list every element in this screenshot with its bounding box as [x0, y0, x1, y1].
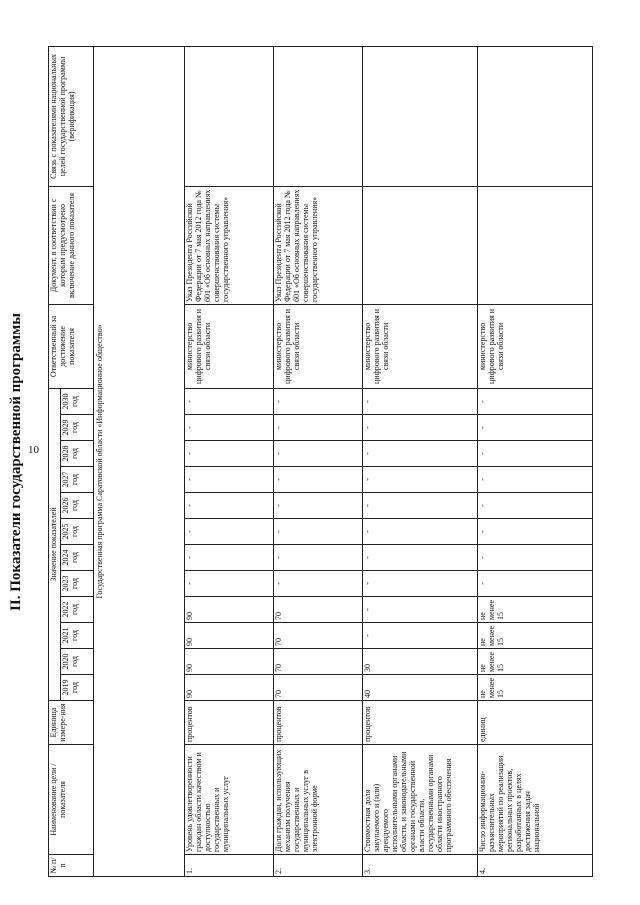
header-year: 2019 год — [60, 675, 93, 701]
row-value: не менее 15 — [477, 623, 592, 649]
row-unit: процентов — [273, 701, 362, 745]
row-value: - — [273, 441, 362, 467]
row-unit: процентов — [362, 701, 477, 745]
row-value: 90 — [184, 675, 273, 701]
row-value: - — [273, 467, 362, 493]
row-value: 70 — [273, 675, 362, 701]
table-row — [477, 46, 592, 876]
row-num: 3. — [362, 855, 477, 877]
header-num: № п/п — [49, 855, 94, 877]
row-value: 90 — [184, 623, 273, 649]
program-row: Государственная программа Саратовской области «Информационное общество» — [93, 46, 184, 876]
row-responsible: министерство цифрового развития и связи области — [273, 304, 362, 388]
row-value: - — [477, 519, 592, 545]
row-value: - — [477, 415, 592, 441]
row-value: - — [184, 571, 273, 597]
row-document — [362, 186, 477, 304]
header-year: 2022 год — [60, 597, 93, 623]
row-value: - — [362, 597, 477, 623]
row-num: 2. — [273, 855, 362, 877]
row-value: 70 — [273, 649, 362, 675]
row-responsible: министерство цифрового развития и связи области — [477, 304, 592, 388]
header-year: 2020 год — [60, 649, 93, 675]
header-year: 2023 год — [60, 571, 93, 597]
table-row — [362, 46, 477, 876]
row-value: - — [184, 545, 273, 571]
row-name: Число информационно-разъяснительных мероприятий по реализации региональных проектов, разработанных в целях достижения задач национальной — [477, 745, 592, 855]
row-value: не менее 15 — [477, 649, 592, 675]
header-document: Документ, в соответствии с которым предусмотрено включение данного показателя — [49, 186, 94, 304]
row-responsible: министерство цифрового развития и связи области — [362, 304, 477, 388]
row-value: 30 — [362, 649, 477, 675]
row-document: Указ Президента Российской Федерации от 7 мая 2012 года № 601 «Об основных направлениях совершенствования системы государственного управления» — [184, 186, 273, 304]
row-document — [477, 186, 592, 304]
row-value: 70 — [273, 623, 362, 649]
row-value: - — [184, 467, 273, 493]
row-unit: единиц — [477, 701, 592, 745]
row-value: - — [273, 415, 362, 441]
header-values-group: Значение показателей — [49, 388, 61, 700]
row-link — [273, 46, 362, 186]
row-value: - — [362, 545, 477, 571]
row-value: - — [362, 388, 477, 414]
row-value: - — [362, 623, 477, 649]
row-value: 70 — [273, 597, 362, 623]
row-name: Уровень удовлетворенности граждан области качеством и доступностью государственных и муниципальных услуг — [184, 745, 273, 855]
row-value: - — [184, 415, 273, 441]
row-value: - — [362, 571, 477, 597]
row-value: - — [362, 493, 477, 519]
row-link — [184, 46, 273, 186]
header-year: 2028 год — [60, 441, 93, 467]
row-value: не менее 15 — [477, 597, 592, 623]
row-value: не менее 15 — [477, 675, 592, 701]
row-num: 1. — [184, 855, 273, 877]
row-link — [477, 46, 592, 186]
indicators-table — [48, 46, 593, 877]
header-link: Связь с показателями национальных целей государственной программы (верификация) — [49, 46, 94, 186]
row-value: - — [362, 467, 477, 493]
row-value: - — [477, 545, 592, 571]
row-responsible: министерство цифрового развития и связи области — [184, 304, 273, 388]
row-value: 40 — [362, 675, 477, 701]
page-number: 10 — [28, 444, 39, 456]
row-document: Указ Президента Российской Федерации от 7 мая 2012 года № 601 «Об основных направлениях совершенствования системы государственного управления» — [273, 186, 362, 304]
page-title: II. Показатели государственной программы — [8, 313, 24, 611]
header-name: Наименование цели / показателя — [49, 745, 94, 855]
row-name: Стоимостная доля закупаемого и (или) арендуемого исполнительными органами области, и законодательными органами государственной власти области, государственными органами области иностранного программного обеспечения — [362, 745, 477, 855]
header-year: 2027 год — [60, 467, 93, 493]
header-year: 2024 год — [60, 545, 93, 571]
row-value: - — [273, 388, 362, 414]
table-row — [273, 46, 362, 876]
row-value: - — [362, 519, 477, 545]
row-value: - — [273, 493, 362, 519]
row-num: 4. — [477, 855, 592, 877]
row-value: - — [184, 388, 273, 414]
header-year: 2021 год — [60, 623, 93, 649]
row-value: 90 — [184, 649, 273, 675]
header-year: 2030 год — [60, 388, 93, 414]
header-year: 2025 год — [60, 519, 93, 545]
row-value: - — [477, 493, 592, 519]
header-year: 2026 год — [60, 493, 93, 519]
row-value: - — [273, 545, 362, 571]
row-value: 90 — [184, 597, 273, 623]
row-value: - — [362, 441, 477, 467]
row-value: - — [362, 415, 477, 441]
row-value: - — [273, 571, 362, 597]
header-unit: Единица измере-ния — [49, 701, 94, 745]
row-value: - — [477, 467, 592, 493]
row-unit: процентов — [184, 701, 273, 745]
row-value: - — [273, 519, 362, 545]
row-value: - — [477, 571, 592, 597]
row-value: - — [477, 388, 592, 414]
header-responsible: Ответственный за достижение показателя — [49, 304, 94, 388]
row-value: - — [184, 441, 273, 467]
row-link — [362, 46, 477, 186]
row-value: - — [184, 519, 273, 545]
row-name: Доля граждан, использующих механизм получения государственных и муниципальных услуг в электронной форме — [273, 745, 362, 855]
table-row — [184, 46, 273, 876]
header-year: 2029 год — [60, 415, 93, 441]
rotated-page-content — [8, 11, 640, 877]
row-value: - — [477, 441, 592, 467]
row-value: - — [184, 493, 273, 519]
